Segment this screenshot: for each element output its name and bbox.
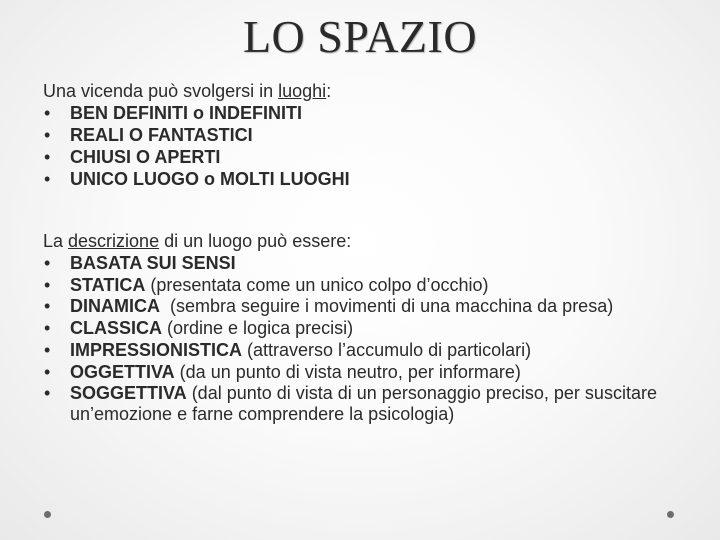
item-text: (da un punto di vista neutro, per informare) bbox=[174, 362, 521, 382]
item-bold: REALI O FANTASTICI bbox=[70, 125, 253, 145]
item-bold: CHIUSI O APERTI bbox=[70, 147, 221, 167]
item-bold: SOGGETTIVA bbox=[70, 383, 187, 403]
slide-body bbox=[43, 80, 703, 425]
item-bold: OGGETTIVA bbox=[70, 362, 175, 382]
item-bold: UNICO LUOGO o MOLTI LUOGHI bbox=[70, 169, 350, 189]
list-item bbox=[43, 168, 703, 190]
item-text: (ordine e logica precisi) bbox=[162, 318, 354, 338]
item-bold: BASATA SUI SENSI bbox=[70, 253, 236, 273]
corner-dot-icon bbox=[667, 511, 674, 518]
list-item bbox=[43, 361, 703, 383]
list-item bbox=[43, 146, 703, 168]
list-item bbox=[43, 274, 703, 296]
item-bold: IMPRESSIONISTICA bbox=[70, 340, 243, 360]
item-text: (sembra seguire i movimenti di una macchina da presa) bbox=[160, 296, 614, 316]
bullet-icon: • bbox=[44, 296, 51, 316]
item-bold: DINAMICA bbox=[70, 296, 160, 316]
bullet-icon: • bbox=[44, 340, 51, 360]
list-item bbox=[43, 296, 703, 317]
item-bold: STATICA bbox=[70, 275, 146, 295]
corner-dot-icon bbox=[44, 511, 51, 518]
section2-intro bbox=[43, 230, 703, 252]
bullet-icon: • bbox=[44, 318, 51, 338]
section2-list bbox=[43, 252, 703, 425]
slide-title: LO SPAZIO bbox=[242, 11, 478, 62]
list-item bbox=[43, 124, 703, 146]
list-item bbox=[43, 102, 703, 124]
section1-intro bbox=[43, 80, 703, 102]
item-bold: BEN DEFINITI o INDEFINITI bbox=[70, 103, 302, 123]
section2-intro-text-end: di un luogo può essere: bbox=[159, 231, 352, 251]
item-bold: CLASSICA bbox=[70, 318, 163, 338]
bullet-icon: • bbox=[44, 253, 51, 273]
item-text: (presentata come un unico colpo d’occhio) bbox=[145, 275, 489, 295]
section1-list bbox=[43, 102, 703, 190]
bullet-icon: • bbox=[44, 147, 51, 167]
item-text: (dal punto di vista di un personaggio preciso, per suscitare un’emozione e farne comprendere la psicologia) bbox=[70, 383, 657, 424]
bullet-icon: • bbox=[44, 125, 51, 145]
bullet-icon: • bbox=[44, 169, 51, 189]
luoghi-link: luoghi bbox=[278, 81, 327, 101]
list-item bbox=[43, 317, 703, 339]
descrizione-link: descrizione bbox=[68, 231, 160, 251]
bullet-icon: • bbox=[44, 275, 51, 295]
bullet-icon: • bbox=[44, 383, 51, 403]
list-item bbox=[43, 252, 703, 274]
section2-intro-text: La bbox=[43, 231, 69, 251]
section1-intro-colon: : bbox=[326, 81, 332, 101]
bullet-icon: • bbox=[44, 103, 51, 123]
list-item bbox=[43, 339, 703, 361]
bullet-icon: • bbox=[44, 362, 51, 382]
list-item bbox=[43, 383, 703, 425]
item-text: (attraverso l’accumulo di particolari) bbox=[242, 340, 532, 360]
section1-intro-text: Una vicenda può svolgersi in bbox=[43, 81, 279, 101]
